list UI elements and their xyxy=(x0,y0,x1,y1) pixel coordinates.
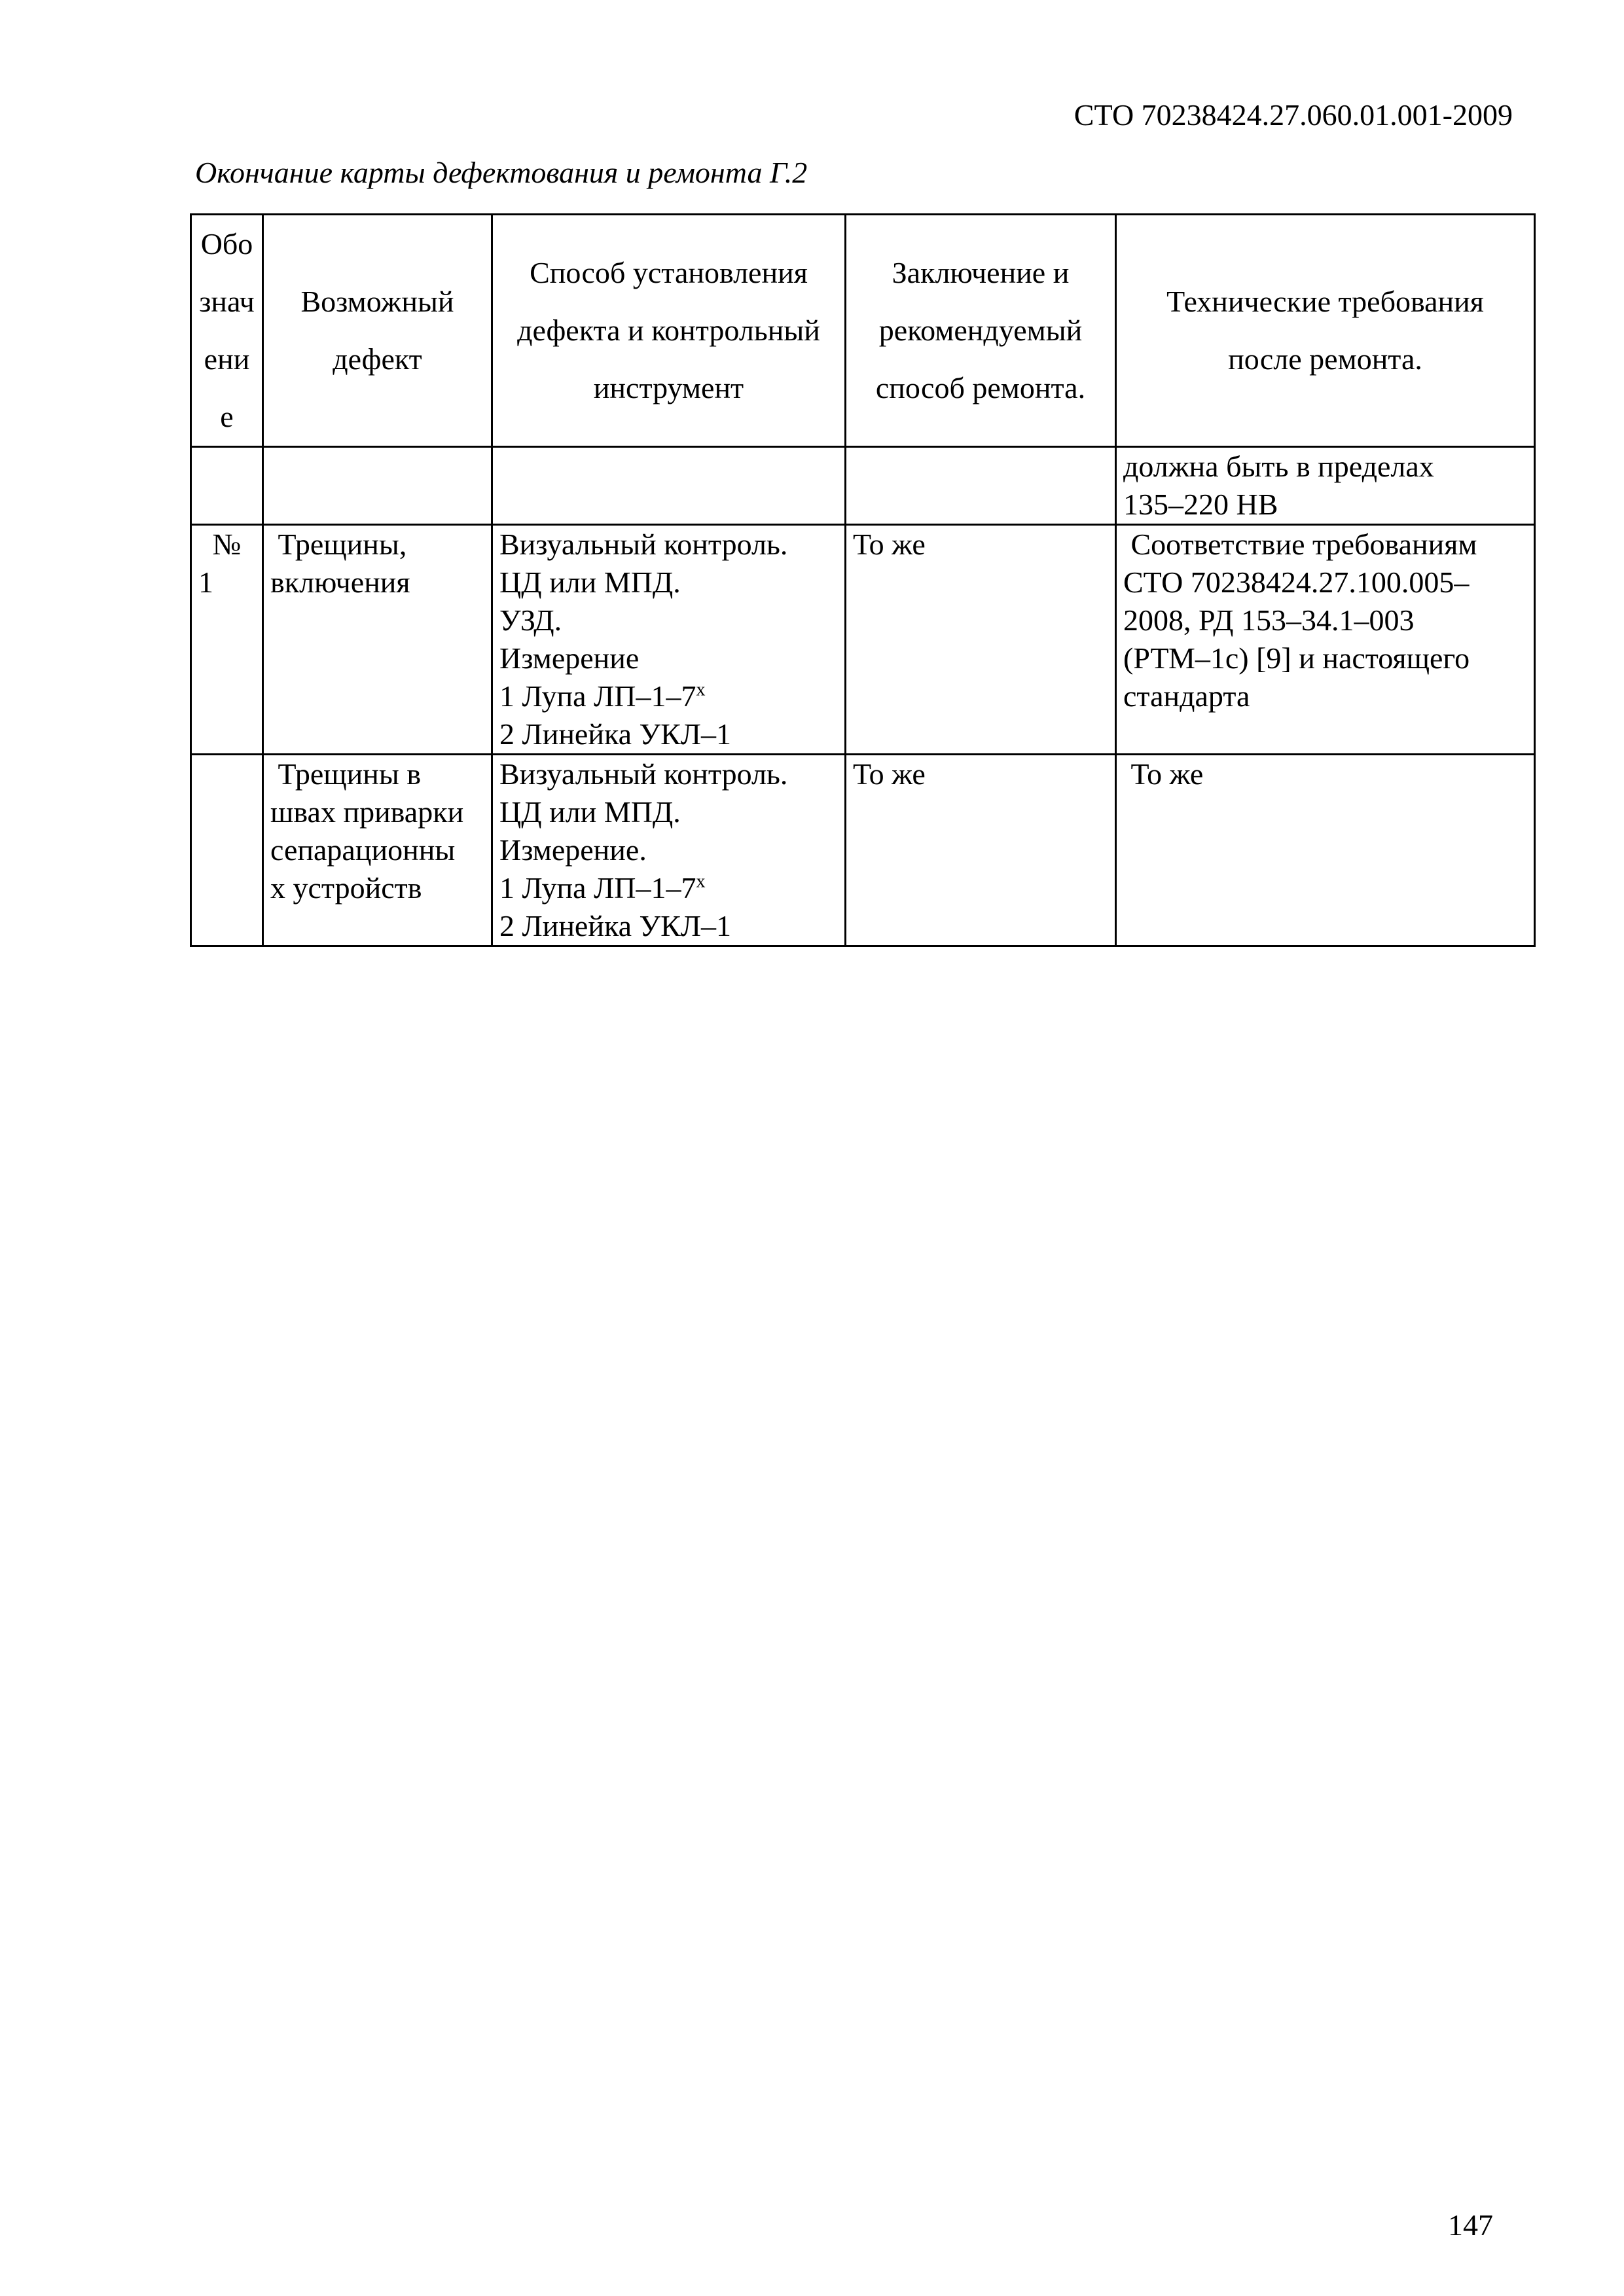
header-conclusion: Заключение и рекомендуемый способ ремонта. xyxy=(846,215,1116,447)
cell-defect: Трещины в швах приварки сепарационны х устройств xyxy=(263,755,492,946)
cell-conclusion: То же xyxy=(846,525,1116,755)
cell-method xyxy=(492,447,846,525)
document-code: СТО 70238424.27.060.01.001-2009 xyxy=(1074,98,1513,132)
header-requirements: Технические требования после ремонта. xyxy=(1116,215,1535,447)
cell-designation xyxy=(191,755,263,946)
defect-table xyxy=(190,213,1536,947)
page-number: 147 xyxy=(1448,2208,1493,2242)
table-row xyxy=(191,447,1535,525)
cell-defect xyxy=(263,447,492,525)
table-row xyxy=(191,525,1535,755)
cell-designation xyxy=(191,447,263,525)
cell-method: Визуальный контроль. ЦД или МПД. Измерение. 1 Лупа $ЛП-1-7^х$ 2 Линейка УКЛ–1 xyxy=(492,755,846,946)
header-designation: Обо знач ени е xyxy=(191,215,263,447)
superscript: х xyxy=(696,679,706,700)
cell-defect: Трещины, включения xyxy=(263,525,492,755)
cell-conclusion: То же xyxy=(846,755,1116,946)
header-possible-defect: Возможный дефект xyxy=(263,215,492,447)
table-row xyxy=(191,755,1535,946)
cell-conclusion xyxy=(846,447,1116,525)
cell-requirements: Соответствие требованиям СТО 70238424.27.100.005– 2008, РД 153–34.1–003 (РТМ–1с) [9] и настоящего стандарта xyxy=(1116,525,1535,755)
cell-requirements: должна быть в пределах 135–220 НВ xyxy=(1116,447,1535,525)
cell-method: Визуальный контроль. ЦД или МПД. УЗД. Измерение 1 Лупа $ЛП-1-7^х$ 2 Линейка УКЛ–1 xyxy=(492,525,846,755)
table-header-row xyxy=(191,215,1535,447)
cell-requirements: То же xyxy=(1116,755,1535,946)
cell-designation: № 1 xyxy=(191,525,263,755)
superscript: х xyxy=(696,871,706,892)
header-detection-method: Способ установления дефекта и контрольный инструмент xyxy=(492,215,846,447)
table-caption: Окончание карты дефектования и ремонта Г.2 xyxy=(195,156,808,189)
